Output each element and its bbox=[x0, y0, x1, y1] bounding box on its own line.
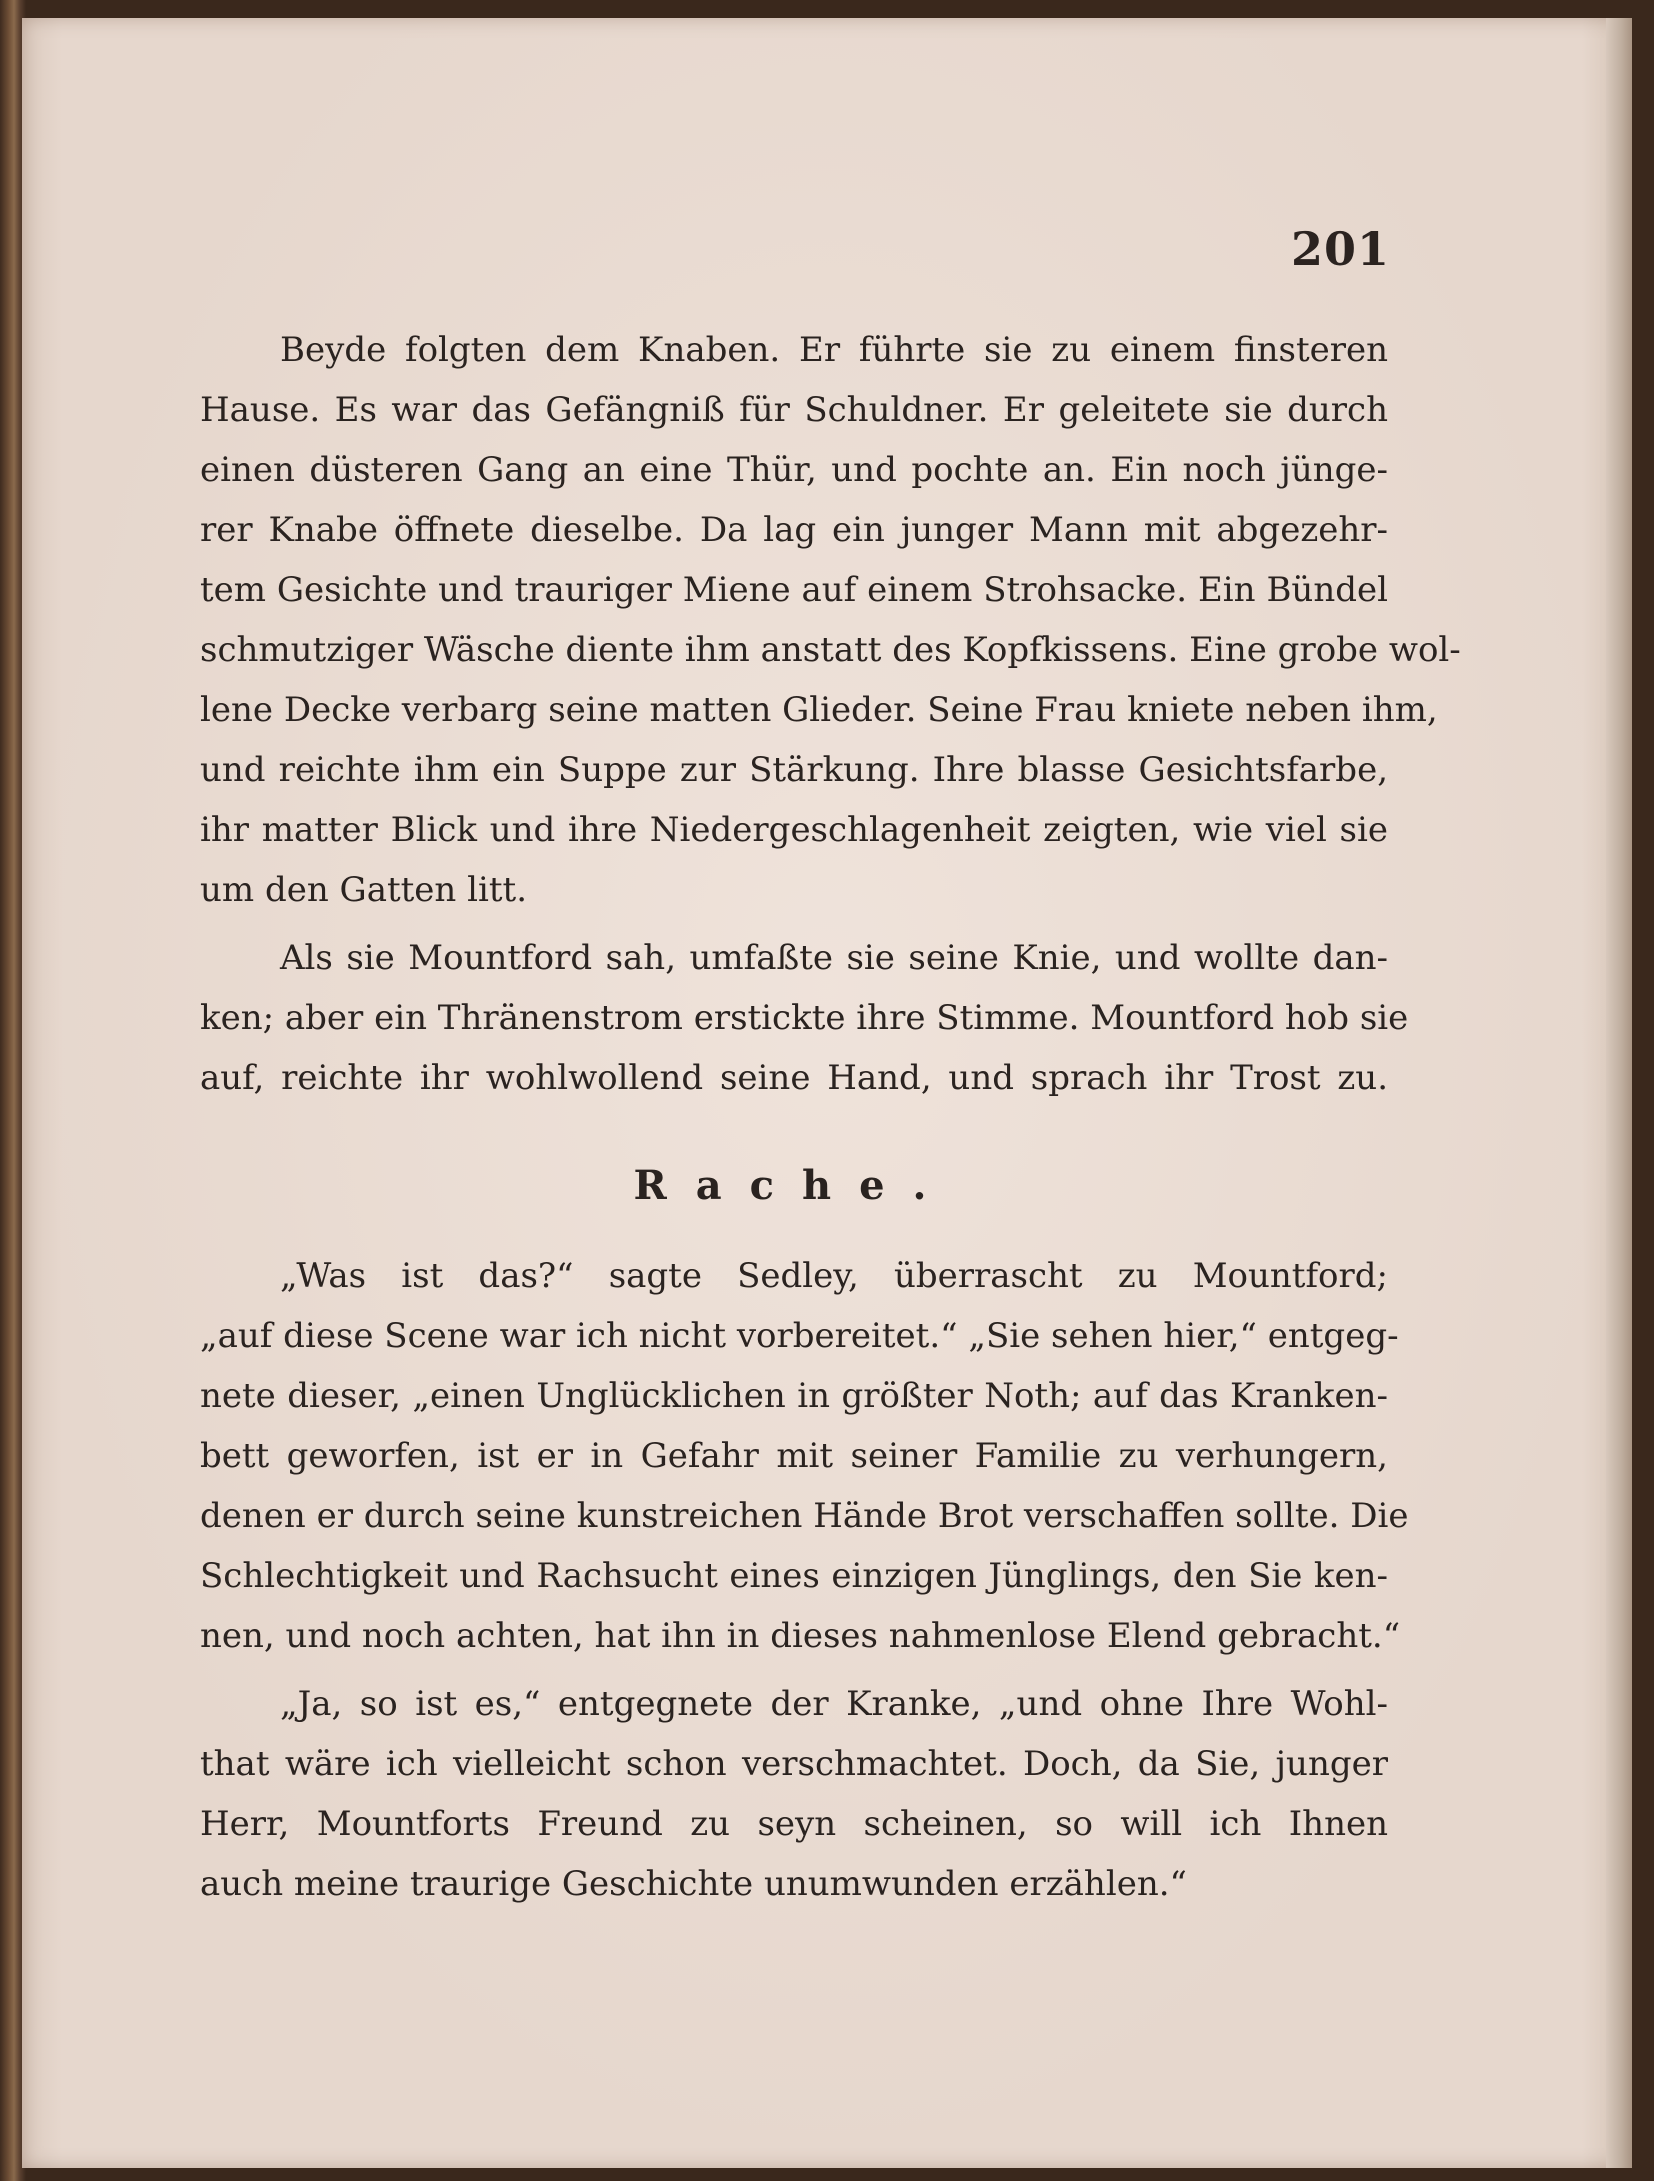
text-line: „Ja, so ist es,“ entgegnete der Kranke, „und ohne Ihre Wohl- bbox=[280, 1684, 1388, 1724]
text-line: und reichte ihm ein Suppe zur Stärkung. Ihre blasse Gesichtsfarbe, bbox=[200, 750, 1388, 790]
text-line: ken; aber ein Thränenstrom erstickte ihre Stimme. Mountford hob sie bbox=[200, 998, 1409, 1038]
section-heading: Rache. bbox=[633, 1162, 955, 1209]
text-line: nete dieser, „einen Unglücklichen in größter Noth; auf das Kranken- bbox=[200, 1376, 1388, 1416]
text-line: einen düsteren Gang an eine Thür, und pochte an. Ein noch jünge- bbox=[200, 450, 1388, 490]
text-line: lene Decke verbarg seine matten Glieder. Seine Frau kniete neben ihm, bbox=[200, 690, 1438, 730]
text-line: schmutziger Wäsche diente ihm anstatt des Kopfkissens. Eine grobe wol- bbox=[200, 630, 1461, 670]
text-line: auf, reichte ihr wohlwollend seine Hand, und sprach ihr Trost zu. bbox=[200, 1058, 1388, 1098]
paragraph-2 bbox=[200, 928, 1409, 1108]
text-line: bett geworfen, ist er in Gefahr mit seiner Familie zu verhungern, bbox=[200, 1436, 1388, 1476]
paragraph-4 bbox=[200, 1674, 1388, 1914]
text-line: auch meine traurige Geschichte unumwunden erzählen.“ bbox=[200, 1864, 1187, 1904]
text-line: Herr, Mountforts Freund zu seyn scheinen, so will ich Ihnen bbox=[200, 1804, 1388, 1844]
text-line: tem Gesichte und trauriger Miene auf einem Strohsacke. Ein Bündel bbox=[200, 570, 1388, 610]
text-line: Schlechtigkeit und Rachsucht eines einzigen Jünglings, den Sie ken- bbox=[200, 1556, 1388, 1596]
text-line: nen, und noch achten, hat ihn in dieses nahmenlose Elend gebracht.“ bbox=[200, 1616, 1401, 1656]
text-line: that wäre ich vielleicht schon verschmachtet. Doch, da Sie, junger bbox=[200, 1744, 1388, 1784]
text-line: um den Gatten litt. bbox=[200, 870, 528, 910]
text-line: Hause. Es war das Gefängniß für Schuldner. Er geleitete sie durch bbox=[200, 390, 1388, 430]
text-line: Beyde folgten dem Knaben. Er führte sie zu einem finsteren bbox=[280, 330, 1388, 370]
text-line: rer Knabe öffnete dieselbe. Da lag ein junger Mann mit abgezehr- bbox=[200, 510, 1388, 550]
paragraph-3 bbox=[200, 1246, 1409, 1666]
paragraph-1 bbox=[200, 320, 1461, 920]
text-line: Als sie Mountford sah, umfaßte sie seine Knie, und wollte dan- bbox=[280, 938, 1388, 978]
text-line: ihr matter Blick und ihre Niedergeschlagenheit zeigten, wie viel sie bbox=[200, 810, 1388, 850]
text-line: „Was ist das?“ sagte Sedley, überrascht zu Mountford; bbox=[280, 1256, 1388, 1296]
text-line: „auf diese Scene war ich nicht vorbereitet.“ „Sie sehen hier,“ entgeg- bbox=[200, 1316, 1399, 1356]
page-number: 201 bbox=[1290, 222, 1390, 276]
page-text bbox=[200, 320, 1461, 1914]
page-edge bbox=[1606, 18, 1632, 2168]
text-line: denen er durch seine kunstreichen Hände Brot verschaffen sollte. Die bbox=[200, 1496, 1409, 1536]
